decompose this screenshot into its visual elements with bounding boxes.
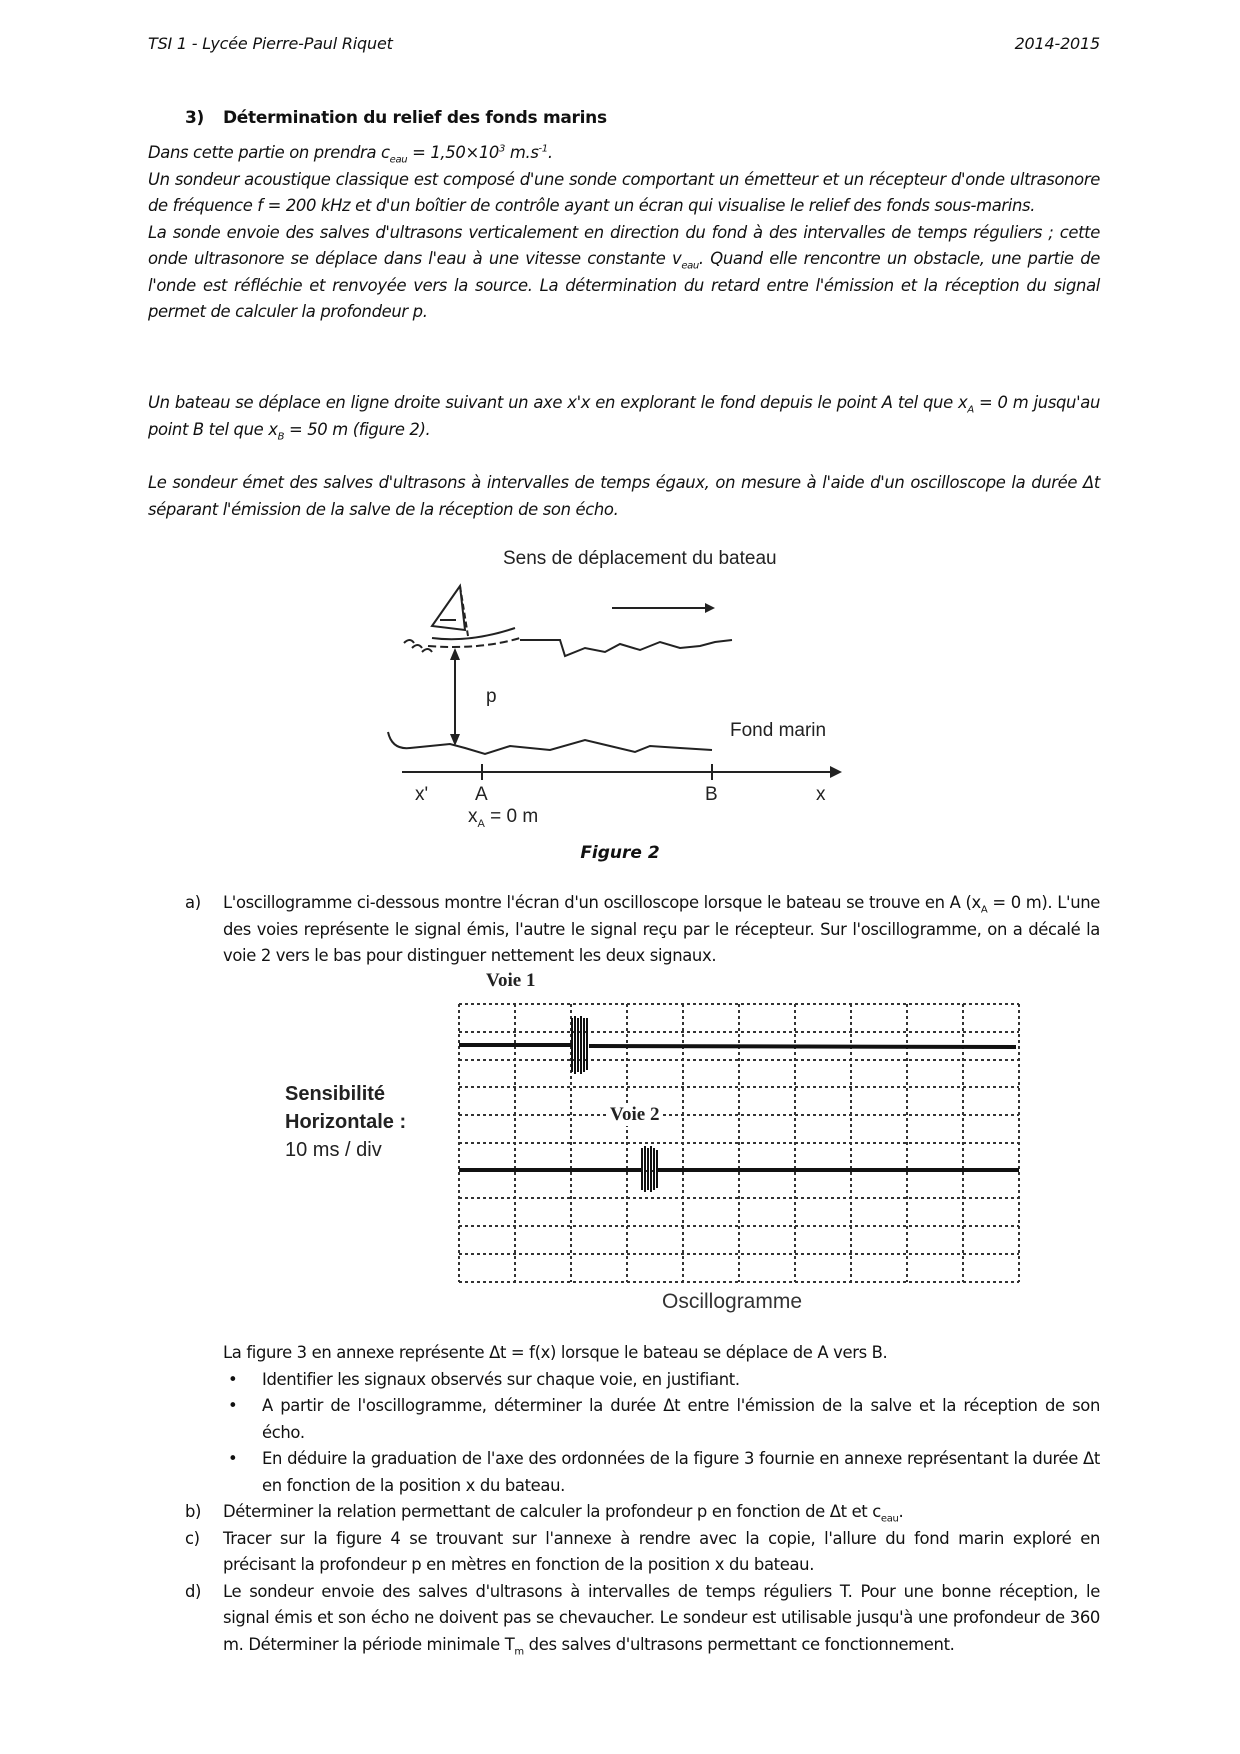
bullet-item: • Identifier les signaux observés sur chaque voie, en justifiant. — [228, 1369, 740, 1389]
seabed-line — [388, 732, 712, 754]
question-a-bullets — [223, 1367, 1100, 1500]
point-a-label: A — [475, 784, 488, 805]
intro-constant: Dans cette partie on prendra $c_{eau} = 1,50\times 10^3$ $m.s^{-1}$. — [148, 143, 553, 166]
figure-2-diagram — [370, 548, 870, 868]
voie1-label: Voie 1 — [486, 970, 536, 991]
depth-label: p — [486, 686, 497, 707]
horizontal-sensitivity: Sensibilité Horizontale : 10 ms / div — [285, 1083, 407, 1161]
section-title — [185, 108, 607, 128]
measurement-paragraph: Le sondeur émet des salves d'ultrasons à intervalles de temps égaux, on mesure à l'aide d'un oscilloscope la durée Δt séparant l'émission de la salve de la réception de son écho. — [148, 473, 1100, 519]
voie2-label: Voie 2 — [610, 1104, 660, 1125]
figure3-intro: La figure 3 en annexe représente Δt = f(x) lorsque le bateau se déplace de A vers B. — [223, 1343, 888, 1362]
question-a — [185, 890, 1100, 970]
bullet-item: • A partir de l'oscillogramme, déterminer la durée Δt entre l'émission de la salve et la réception de son écho. — [228, 1396, 1100, 1442]
point-b-label: B — [705, 784, 718, 805]
question-b: b) Déterminer la relation permettant de calculer la profondeur p en fonction de Δt et $c_{eau}$. — [185, 1502, 904, 1525]
boat-movement-paragraph: Un bateau se déplace en ligne droite suivant un axe x'x en explorant le fond depuis le point A tel que $x_A = 0$ m jusqu'au point B tel que $x_B = 50$ m (figure 2). — [148, 393, 1100, 442]
axis-end-label: x — [816, 784, 826, 805]
voie1-burst — [572, 1016, 587, 1074]
section-title-text: Détermination du relief des fonds marins — [223, 108, 607, 128]
axis-origin-label: x' — [415, 784, 429, 805]
intro-sonar-principle: La sonde envoie des salves d'ultrasons verticalement en direction du fond à des intervalles de temps réguliers ; cette onde ultrasonore se déplace dans l'eau à une vitesse constante $v_{eau}$. Quand elle rencontre un obstacle, une partie de l'onde est réfléchie et renvoyée vers la source. La détermination du retard entre l'émission et la réception du signal permet de calculer la profondeur p. — [148, 222, 1100, 321]
boat-seabed-drawing — [370, 548, 870, 868]
figure-2-caption: Figure 2 — [580, 843, 660, 863]
section-number: 3) — [185, 108, 204, 128]
question-a-text: L'oscillogramme ci-dessous montre l'écran d'un oscilloscope lorsque le bateau se trouve en A ($x_A = 0$ m). L'une des voies représente le signal émis, l'autre le signal reçu par le récepteur. Sur l'oscillogramme, on a décalé la voie 2 vers le bas pour distinguer nettement les deux signaux. — [223, 893, 1101, 965]
question-d: d) Le sondeur envoie des salves d'ultrasons à intervalles de temps réguliers T. Pour une bonne réception, le signal émis et son écho ne doivent pas se chevaucher. Le sondeur est utilisable jusqu'à une profondeur de 360 m. Déterminer la période minimale $T_m$ des salves d'ultrasons permettant ce fonctionnement. — [185, 1581, 1100, 1657]
direction-arrowhead — [705, 603, 715, 613]
direction-label: Sens de déplacement du bateau — [503, 548, 777, 569]
xa-value-label: $x_A = 0$ m — [468, 806, 539, 830]
intro-block — [148, 140, 1100, 326]
bullet-item: • En déduire la graduation de l'axe des ordonnées de la figure 3 fournie en annexe représentant la durée Δt en fonction de la position x du bateau. — [228, 1449, 1100, 1495]
questions-continued — [185, 1340, 1100, 1658]
header-school: TSI 1 - Lycée Pierre-Paul Riquet — [148, 34, 393, 53]
oscillogram-figure — [270, 960, 1050, 1340]
question-c: c) Tracer sur la figure 4 se trouvant sur l'annexe à rendre avec la copie, l'allure du fond marin exploré en précisant la profondeur p en mètres en fonction de la position x du bateau. — [185, 1528, 1100, 1574]
sea-surface-line — [520, 640, 732, 656]
voie2-burst — [642, 1146, 657, 1192]
sailboat-icon — [404, 586, 520, 652]
header-year: 2014-2015 — [1014, 34, 1100, 53]
intro-sonar-description: Un sondeur acoustique classique est composé d'une sonde comportant un émetteur et un récepteur d'onde ultrasonore de fréquence f = 200 kHz et d'un boîtier de contrôle ayant un écran qui visualise le relief des fonds sous-marins. — [148, 169, 1100, 215]
question-a-label: a) — [185, 893, 201, 912]
oscillogram-title: Oscillogramme — [662, 1290, 803, 1313]
seabed-label: Fond marin — [730, 720, 827, 741]
